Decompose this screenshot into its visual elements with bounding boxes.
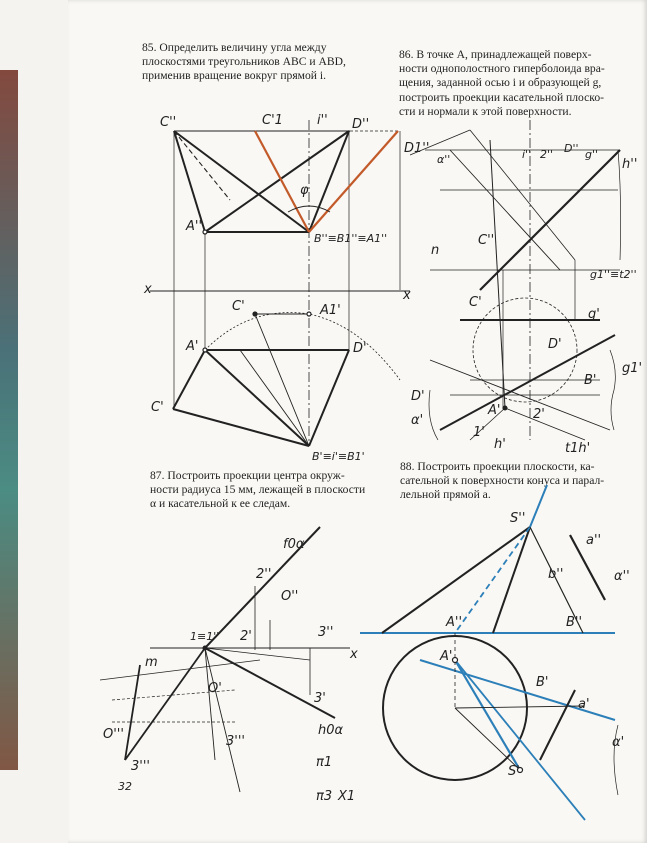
- label: A'': [186, 219, 203, 234]
- label: π3: [316, 789, 333, 804]
- label: C': [232, 299, 245, 314]
- label: A': [488, 403, 501, 418]
- text-line: ности радиуса 15 мм, лежащей в плоскости: [150, 483, 366, 497]
- labels-85: [143, 113, 429, 463]
- label: C': [469, 295, 482, 310]
- text-line: лельной прямой a.: [400, 488, 491, 502]
- text-line: 85. Определить величину угла между: [142, 41, 327, 54]
- label: 2': [240, 629, 252, 644]
- labels-88: [439, 511, 630, 779]
- label: 2': [533, 407, 545, 422]
- label: m: [145, 655, 158, 670]
- label: g'': [585, 148, 599, 161]
- label: 3': [314, 691, 326, 706]
- label: B': [584, 373, 597, 388]
- label: φ: [300, 183, 309, 198]
- label: a': [578, 697, 590, 712]
- label: n: [431, 243, 440, 258]
- label: A': [186, 339, 199, 354]
- label: 2'': [540, 148, 554, 161]
- label: t1h': [565, 441, 591, 456]
- label: f0α: [283, 537, 305, 552]
- labels-87: [103, 537, 358, 804]
- label: h'': [622, 157, 638, 172]
- label: 1': [473, 425, 485, 440]
- label: b'': [548, 567, 564, 582]
- label: B': [536, 675, 549, 690]
- label: O''': [103, 727, 124, 742]
- label: A'': [446, 615, 463, 630]
- label: C'1: [262, 113, 283, 128]
- label: 1≡1'': [190, 630, 220, 643]
- label: 2'': [256, 567, 272, 582]
- text-line: 88. Построить проекции плоскости, ка-: [400, 460, 595, 473]
- label: 3'': [318, 625, 334, 640]
- label: C'': [160, 115, 177, 130]
- text-line: 86. В точке A, принадлежащей поверх-: [399, 48, 592, 61]
- label: D'': [352, 117, 370, 132]
- drawing-88: [360, 485, 618, 820]
- label: O'': [281, 589, 299, 604]
- label: 3''': [226, 734, 245, 749]
- label: D'': [564, 142, 579, 155]
- label: D': [353, 341, 367, 356]
- label: S'': [510, 511, 526, 526]
- label: D': [548, 337, 562, 352]
- text-line: 87. Построить проекции центра окруж-: [150, 469, 345, 482]
- label: h': [494, 437, 506, 452]
- text-line: сти и нормали к этой поверхности.: [399, 104, 572, 118]
- label: α': [612, 735, 625, 750]
- label: D': [411, 389, 425, 404]
- text-line: щения, заданной осью i и образующей g,: [399, 76, 602, 90]
- label: 32: [118, 780, 132, 793]
- text-line: α и касательной к ее следам.: [150, 497, 291, 511]
- label: π1: [316, 755, 333, 770]
- label: B'≡i'≡B1': [312, 450, 365, 463]
- label: 3''': [131, 759, 150, 774]
- label: A1': [320, 303, 341, 318]
- label: h0α: [318, 723, 344, 738]
- text-line: применив вращение вокруг прямой i.: [142, 69, 327, 83]
- label: α'': [614, 569, 630, 584]
- label: D1'': [404, 141, 430, 156]
- labels-86: [411, 142, 642, 456]
- text-line: построить проекции касательной плоско-: [399, 90, 604, 104]
- label: O': [208, 681, 222, 696]
- drawing-85: [150, 120, 410, 446]
- label: a'': [586, 533, 602, 548]
- label: g1': [622, 361, 643, 376]
- label: i'': [522, 148, 532, 161]
- label: x: [403, 288, 411, 303]
- drawing-87: [100, 527, 350, 792]
- label: α': [411, 413, 424, 428]
- text-line: сательной к поверхности конуса и парал-: [400, 474, 605, 488]
- label: B''≡B1''≡A1'': [314, 232, 388, 245]
- label: g1''≡t2'': [590, 268, 637, 281]
- label: A': [440, 649, 453, 664]
- label: C': [151, 400, 164, 415]
- label: x: [144, 282, 152, 297]
- label: B'': [566, 615, 583, 630]
- label: i'': [317, 113, 328, 128]
- text-line: плоскостями треугольников ABC и ABD,: [142, 55, 346, 69]
- label: C'': [478, 233, 495, 248]
- label: x: [350, 647, 358, 662]
- label: α'': [437, 153, 451, 166]
- label: g': [588, 307, 600, 322]
- text-line: ности однополостного гиперболоида вра-: [399, 62, 605, 76]
- label: S': [508, 764, 520, 779]
- label: X1: [338, 789, 356, 804]
